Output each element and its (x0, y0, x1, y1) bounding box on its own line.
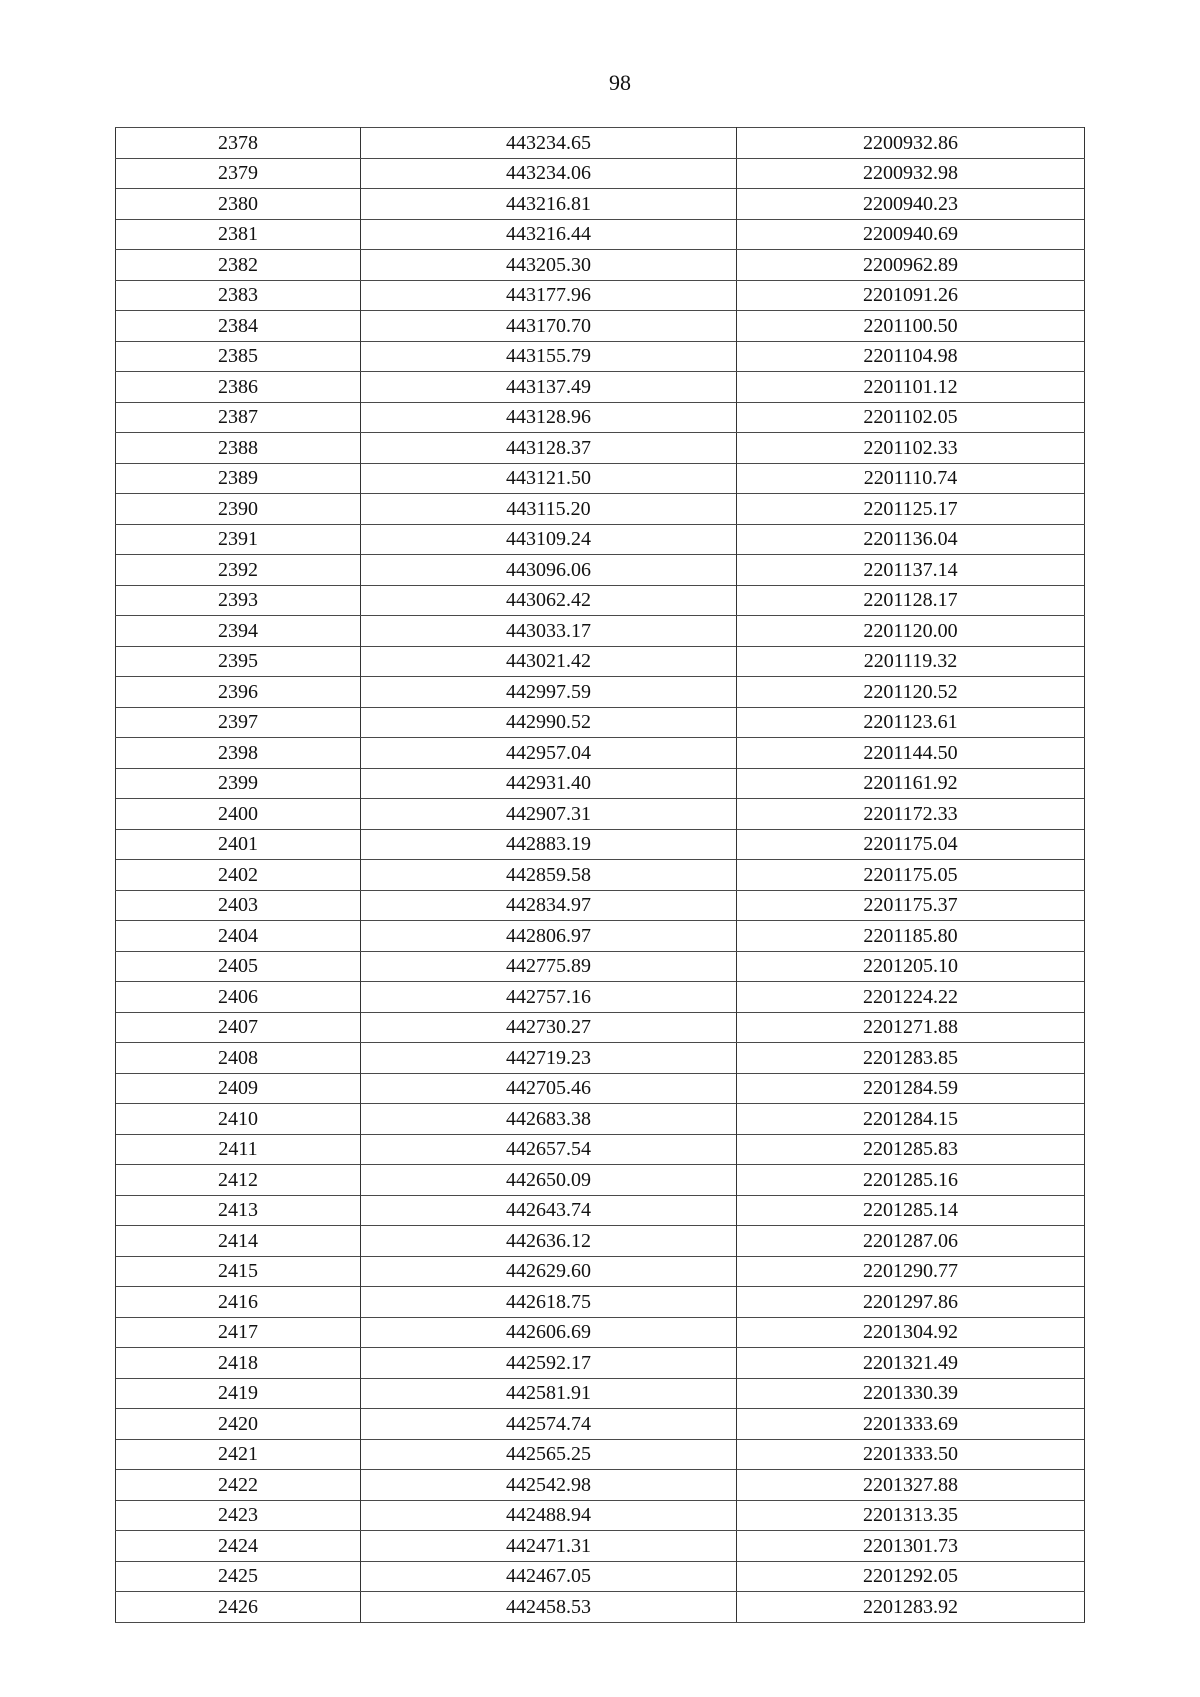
y-coordinate-cell: 2200940.69 (737, 219, 1085, 250)
table-row (116, 1012, 1085, 1043)
y-coordinate-cell: 2201284.59 (737, 1073, 1085, 1104)
x-coordinate-cell: 442657.54 (361, 1134, 737, 1165)
x-coordinate-cell: 442574.74 (361, 1409, 737, 1440)
x-coordinate-cell: 443234.06 (361, 158, 737, 189)
x-coordinate-cell: 443062.42 (361, 585, 737, 616)
point-number-cell: 2413 (116, 1195, 361, 1226)
y-coordinate-cell: 2201100.50 (737, 311, 1085, 342)
x-coordinate-cell: 442592.17 (361, 1348, 737, 1379)
point-number-cell: 2386 (116, 372, 361, 403)
y-coordinate-cell: 2201175.04 (737, 829, 1085, 860)
table-row (116, 677, 1085, 708)
table-row (116, 738, 1085, 769)
point-number-cell: 2410 (116, 1104, 361, 1135)
point-number-cell: 2412 (116, 1165, 361, 1196)
x-coordinate-cell: 443121.50 (361, 463, 737, 494)
x-coordinate-cell: 442636.12 (361, 1226, 737, 1257)
y-coordinate-cell: 2201185.80 (737, 921, 1085, 952)
y-coordinate-cell: 2201120.00 (737, 616, 1085, 647)
x-coordinate-cell: 442757.16 (361, 982, 737, 1013)
point-number-cell: 2403 (116, 890, 361, 921)
point-number-cell: 2422 (116, 1470, 361, 1501)
y-coordinate-cell: 2201172.33 (737, 799, 1085, 830)
x-coordinate-cell: 442581.91 (361, 1378, 737, 1409)
y-coordinate-cell: 2201321.49 (737, 1348, 1085, 1379)
x-coordinate-cell: 442650.09 (361, 1165, 737, 1196)
table-row (116, 799, 1085, 830)
x-coordinate-cell: 443205.30 (361, 250, 737, 281)
y-coordinate-cell: 2201333.69 (737, 1409, 1085, 1440)
y-coordinate-cell: 2201285.14 (737, 1195, 1085, 1226)
x-coordinate-cell: 443128.37 (361, 433, 737, 464)
table-row (116, 982, 1085, 1013)
x-coordinate-cell: 442957.04 (361, 738, 737, 769)
table-row (116, 890, 1085, 921)
y-coordinate-cell: 2201292.05 (737, 1561, 1085, 1592)
table-row (116, 189, 1085, 220)
point-number-cell: 2380 (116, 189, 361, 220)
table-row (116, 1317, 1085, 1348)
y-coordinate-cell: 2201283.92 (737, 1592, 1085, 1623)
x-coordinate-cell: 442467.05 (361, 1561, 737, 1592)
x-coordinate-cell: 442883.19 (361, 829, 737, 860)
x-coordinate-cell: 443177.96 (361, 280, 737, 311)
point-number-cell: 2423 (116, 1500, 361, 1531)
y-coordinate-cell: 2201136.04 (737, 524, 1085, 555)
table-row (116, 951, 1085, 982)
point-number-cell: 2393 (116, 585, 361, 616)
x-coordinate-cell: 443096.06 (361, 555, 737, 586)
y-coordinate-cell: 2201175.05 (737, 860, 1085, 891)
point-number-cell: 2385 (116, 341, 361, 372)
point-number-cell: 2414 (116, 1226, 361, 1257)
table-row (116, 1104, 1085, 1135)
point-number-cell: 2398 (116, 738, 361, 769)
x-coordinate-cell: 443021.42 (361, 646, 737, 677)
x-coordinate-cell: 443115.20 (361, 494, 737, 525)
x-coordinate-cell: 443128.96 (361, 402, 737, 433)
table-row (116, 494, 1085, 525)
coordinate-table (115, 127, 1085, 1623)
x-coordinate-cell: 443234.65 (361, 128, 737, 159)
x-coordinate-cell: 442705.46 (361, 1073, 737, 1104)
table-row (116, 707, 1085, 738)
point-number-cell: 2391 (116, 524, 361, 555)
coordinate-table-body (116, 128, 1085, 1623)
table-row (116, 1256, 1085, 1287)
x-coordinate-cell: 442775.89 (361, 951, 737, 982)
point-number-cell: 2417 (116, 1317, 361, 1348)
point-number-cell: 2397 (116, 707, 361, 738)
page-number: 98 (609, 70, 631, 95)
table-row (116, 1409, 1085, 1440)
table-row (116, 311, 1085, 342)
y-coordinate-cell: 2200932.98 (737, 158, 1085, 189)
point-number-cell: 2426 (116, 1592, 361, 1623)
point-number-cell: 2404 (116, 921, 361, 952)
y-coordinate-cell: 2201120.52 (737, 677, 1085, 708)
table-row (116, 585, 1085, 616)
point-number-cell: 2425 (116, 1561, 361, 1592)
y-coordinate-cell: 2201102.05 (737, 402, 1085, 433)
y-coordinate-cell: 2201104.98 (737, 341, 1085, 372)
point-number-cell: 2424 (116, 1531, 361, 1562)
table-row (116, 1226, 1085, 1257)
point-number-cell: 2419 (116, 1378, 361, 1409)
table-row (116, 555, 1085, 586)
point-number-cell: 2381 (116, 219, 361, 250)
table-row (116, 1165, 1085, 1196)
y-coordinate-cell: 2201283.85 (737, 1043, 1085, 1074)
y-coordinate-cell: 2201284.15 (737, 1104, 1085, 1135)
y-coordinate-cell: 2201102.33 (737, 433, 1085, 464)
y-coordinate-cell: 2201271.88 (737, 1012, 1085, 1043)
y-coordinate-cell: 2201285.16 (737, 1165, 1085, 1196)
x-coordinate-cell: 443170.70 (361, 311, 737, 342)
x-coordinate-cell: 442719.23 (361, 1043, 737, 1074)
table-row (116, 1470, 1085, 1501)
y-coordinate-cell: 2201175.37 (737, 890, 1085, 921)
table-row (116, 1500, 1085, 1531)
y-coordinate-cell: 2201128.17 (737, 585, 1085, 616)
y-coordinate-cell: 2201297.86 (737, 1287, 1085, 1318)
x-coordinate-cell: 443033.17 (361, 616, 737, 647)
point-number-cell: 2421 (116, 1439, 361, 1470)
x-coordinate-cell: 442730.27 (361, 1012, 737, 1043)
table-row (116, 341, 1085, 372)
point-number-cell: 2400 (116, 799, 361, 830)
y-coordinate-cell: 2201327.88 (737, 1470, 1085, 1501)
x-coordinate-cell: 443216.44 (361, 219, 737, 250)
point-number-cell: 2402 (116, 860, 361, 891)
y-coordinate-cell: 2201285.83 (737, 1134, 1085, 1165)
table-row (116, 1592, 1085, 1623)
y-coordinate-cell: 2201119.32 (737, 646, 1085, 677)
x-coordinate-cell: 443109.24 (361, 524, 737, 555)
y-coordinate-cell: 2201301.73 (737, 1531, 1085, 1562)
point-number-cell: 2388 (116, 433, 361, 464)
y-coordinate-cell: 2201123.61 (737, 707, 1085, 738)
point-number-cell: 2418 (116, 1348, 361, 1379)
point-number-cell: 2406 (116, 982, 361, 1013)
table-row (116, 829, 1085, 860)
point-number-cell: 2405 (116, 951, 361, 982)
x-coordinate-cell: 442997.59 (361, 677, 737, 708)
x-coordinate-cell: 442643.74 (361, 1195, 737, 1226)
x-coordinate-cell: 443155.79 (361, 341, 737, 372)
point-number-cell: 2387 (116, 402, 361, 433)
point-number-cell: 2394 (116, 616, 361, 647)
point-number-cell: 2401 (116, 829, 361, 860)
table-row (116, 372, 1085, 403)
x-coordinate-cell: 442629.60 (361, 1256, 737, 1287)
point-number-cell: 2383 (116, 280, 361, 311)
point-number-cell: 2392 (116, 555, 361, 586)
y-coordinate-cell: 2201224.22 (737, 982, 1085, 1013)
y-coordinate-cell: 2201313.35 (737, 1500, 1085, 1531)
x-coordinate-cell: 442488.94 (361, 1500, 737, 1531)
x-coordinate-cell: 442683.38 (361, 1104, 737, 1135)
table-row (116, 921, 1085, 952)
x-coordinate-cell: 442618.75 (361, 1287, 737, 1318)
table-row (116, 1378, 1085, 1409)
table-row (116, 768, 1085, 799)
x-coordinate-cell: 442542.98 (361, 1470, 737, 1501)
point-number-cell: 2399 (116, 768, 361, 799)
table-row (116, 1287, 1085, 1318)
table-row (116, 1043, 1085, 1074)
table-row (116, 1531, 1085, 1562)
table-row (116, 616, 1085, 647)
x-coordinate-cell: 442834.97 (361, 890, 737, 921)
x-coordinate-cell: 442931.40 (361, 768, 737, 799)
y-coordinate-cell: 2200962.89 (737, 250, 1085, 281)
point-number-cell: 2420 (116, 1409, 361, 1440)
point-number-cell: 2416 (116, 1287, 361, 1318)
table-row (116, 1073, 1085, 1104)
x-coordinate-cell: 442565.25 (361, 1439, 737, 1470)
table-row (116, 463, 1085, 494)
y-coordinate-cell: 2201287.06 (737, 1226, 1085, 1257)
table-row (116, 1439, 1085, 1470)
point-number-cell: 2408 (116, 1043, 361, 1074)
x-coordinate-cell: 442859.58 (361, 860, 737, 891)
table-row (116, 1134, 1085, 1165)
y-coordinate-cell: 2201101.12 (737, 372, 1085, 403)
x-coordinate-cell: 443216.81 (361, 189, 737, 220)
y-coordinate-cell: 2201137.14 (737, 555, 1085, 586)
y-coordinate-cell: 2201330.39 (737, 1378, 1085, 1409)
table-row (116, 280, 1085, 311)
x-coordinate-cell: 442458.53 (361, 1592, 737, 1623)
table-row (116, 433, 1085, 464)
table-row (116, 646, 1085, 677)
point-number-cell: 2395 (116, 646, 361, 677)
point-number-cell: 2379 (116, 158, 361, 189)
point-number-cell: 2389 (116, 463, 361, 494)
point-number-cell: 2378 (116, 128, 361, 159)
table-row (116, 1348, 1085, 1379)
table-row (116, 1561, 1085, 1592)
point-number-cell: 2384 (116, 311, 361, 342)
table-row (116, 1195, 1085, 1226)
point-number-cell: 2390 (116, 494, 361, 525)
x-coordinate-cell: 442471.31 (361, 1531, 737, 1562)
y-coordinate-cell: 2201304.92 (737, 1317, 1085, 1348)
table-row (116, 524, 1085, 555)
point-number-cell: 2411 (116, 1134, 361, 1165)
y-coordinate-cell: 2200932.86 (737, 128, 1085, 159)
x-coordinate-cell: 442806.97 (361, 921, 737, 952)
y-coordinate-cell: 2201205.10 (737, 951, 1085, 982)
point-number-cell: 2396 (116, 677, 361, 708)
point-number-cell: 2382 (116, 250, 361, 281)
x-coordinate-cell: 442907.31 (361, 799, 737, 830)
y-coordinate-cell: 2201144.50 (737, 738, 1085, 769)
y-coordinate-cell: 2201290.77 (737, 1256, 1085, 1287)
table-row (116, 402, 1085, 433)
x-coordinate-cell: 443137.49 (361, 372, 737, 403)
y-coordinate-cell: 2201161.92 (737, 768, 1085, 799)
y-coordinate-cell: 2201333.50 (737, 1439, 1085, 1470)
y-coordinate-cell: 2201091.26 (737, 280, 1085, 311)
x-coordinate-cell: 442606.69 (361, 1317, 737, 1348)
x-coordinate-cell: 442990.52 (361, 707, 737, 738)
table-row (116, 860, 1085, 891)
table-row (116, 219, 1085, 250)
point-number-cell: 2415 (116, 1256, 361, 1287)
point-number-cell: 2409 (116, 1073, 361, 1104)
y-coordinate-cell: 2201125.17 (737, 494, 1085, 525)
y-coordinate-cell: 2200940.23 (737, 189, 1085, 220)
y-coordinate-cell: 2201110.74 (737, 463, 1085, 494)
table-row (116, 158, 1085, 189)
table-row (116, 250, 1085, 281)
table-row (116, 128, 1085, 159)
point-number-cell: 2407 (116, 1012, 361, 1043)
